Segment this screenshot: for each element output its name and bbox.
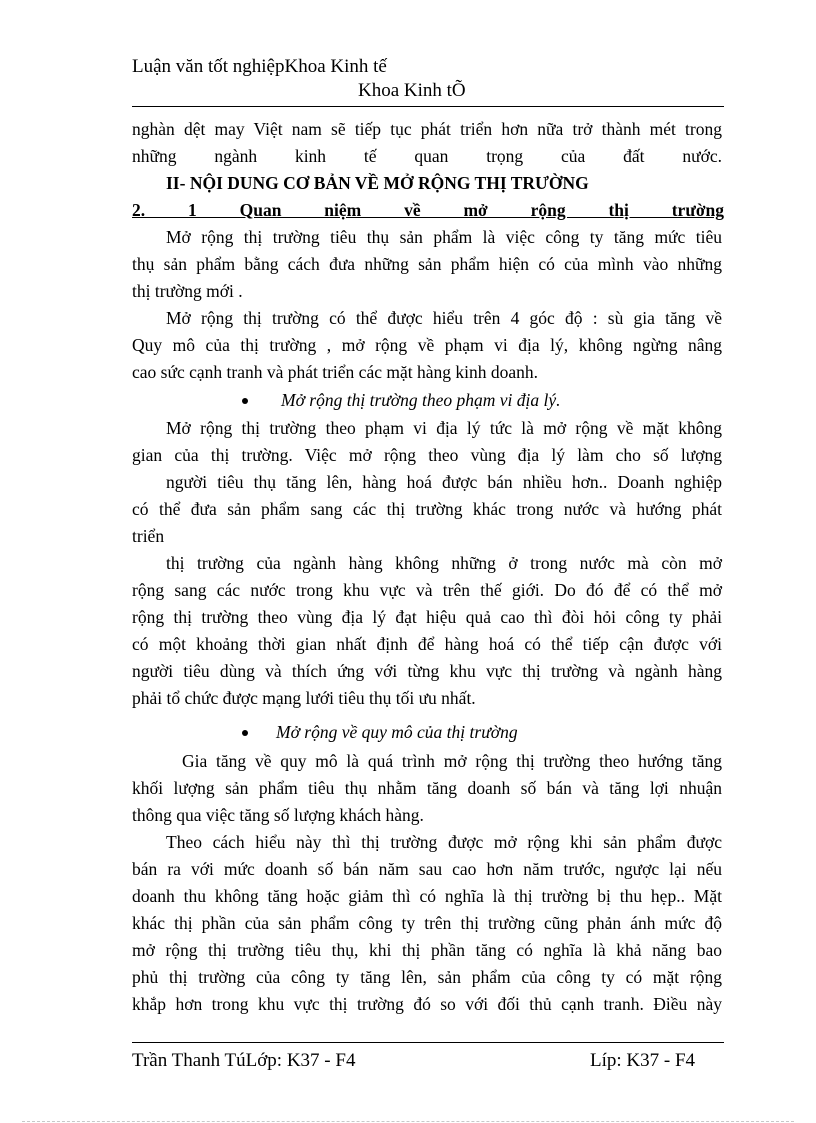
text-line: người tiêu thụ tăng lên, hàng hoá được bán nhiều hơn.. Doanh nghiệp <box>166 472 722 492</box>
text-line: Quy mô của thị trường , mở rộng về phạm vi địa lý, không ngừng nâng <box>132 335 722 355</box>
text-line: Mở rộng thị trường theo phạm vi địa lý tức là mở rộng về mặt không <box>166 418 722 438</box>
footer-rule <box>132 1042 724 1043</box>
text-line: thông qua việc tăng số lượng khách hàng. <box>132 805 424 825</box>
footer-right: Líp: K37 - F4 <box>590 1050 696 1071</box>
text-line: bán ra với mức doanh số bán năm sau cao hơn năm trước, ngược lại nếu <box>132 859 722 879</box>
header-rule <box>132 106 724 107</box>
text-line: thị trường của ngành hàng không những ở trong nước mà còn mở <box>166 553 722 573</box>
text-line: doanh thu không tăng hoặc giảm thì có nghĩa là thị trường bị thu hẹp.. Mặt <box>132 886 722 906</box>
text-line: Mở rộng thị trường có thể được hiểu trên 4 góc độ : sù gia tăng về <box>166 308 722 328</box>
bullet-icon <box>242 398 248 404</box>
text-line: rộng sang các nước trong khu vực và trên thế giới. Do đó để có thể mở <box>132 580 722 600</box>
footer-left: Trần Thanh TúLớp: K37 - F4 <box>132 1050 356 1071</box>
text-line: khắp hơn trong khu vực thị trường đó so với đối thủ cạnh tranh. Điều này <box>132 994 722 1014</box>
text-line: Gia tăng về quy mô là quá trình mở rộng thị trường theo hướng tăng <box>182 751 722 771</box>
text-line: Theo cách hiểu này thì thị trường được mở rộng khi sản phẩm được <box>166 832 722 852</box>
text-line: nghàn dệt may Việt nam sẽ tiếp tục phát triển hơn nữa trở thành mét trong <box>132 119 722 139</box>
text-line: cao sức cạnh tranh và phát triển các mặt hàng kinh doanh. <box>132 362 538 382</box>
text-line: khác thị phần của sản phẩm công ty trên thị trường cũng phản ánh mức độ <box>132 913 722 933</box>
text-line: mở rộng thị trường tiêu thụ, khi thị phần tăng có nghĩa là khả năng bao <box>132 940 722 960</box>
header-title: Luận văn tốt nghiệpKhoa Kinh tế <box>132 56 387 77</box>
bullet-icon <box>242 730 248 736</box>
text-line: khối lượng sản phẩm tiêu thụ nhằm tăng doanh số bán và tăng lợi nhuận <box>132 778 722 798</box>
subsection-heading: 2. 1 Quan niệm về mở rộng thị trường <box>132 200 724 220</box>
text-line: có một khoảng thời gian nhất định để hàng hoá có thể tiếp cận được với <box>132 634 722 654</box>
page-edge-divider <box>22 1121 794 1122</box>
bullet-item <box>0 721 816 743</box>
text-line: những ngành kinh tế quan trọng của đất nước. <box>132 146 722 166</box>
text-line: có thể đưa sản phẩm sang các thị trường khác trong nước và hướng phát <box>132 499 722 519</box>
bullet-text: Mở rộng thị trường theo phạm vi địa lý. <box>281 390 561 410</box>
text-line: Mở rộng thị trường tiêu thụ sản phẩm là việc công ty tăng mức tiêu <box>166 227 722 247</box>
text-line: người tiêu dùng và thích ứng với từng khu vực thị trường và ngành hàng <box>132 661 722 681</box>
text-line: thị trường mới . <box>132 281 243 301</box>
bullet-item <box>0 389 816 411</box>
text-line: phủ thị trường của công ty tăng lên, sản phẩm của công ty có mặt rộng <box>132 967 722 987</box>
section-heading: II- NỘI DUNG CƠ BẢN VỀ MỞ RỘNG THỊ TRƯỜNG <box>166 173 589 193</box>
text-line: triển <box>132 526 165 546</box>
text-line: gian của thị trường. Việc mở rộng theo vùng địa lý làm cho số lượng <box>132 445 722 465</box>
header-subtitle: Khoa Kinh tÕ <box>358 80 466 101</box>
text-line: phải tổ chức được mạng lưới tiêu thụ tối ưu nhất. <box>132 688 476 708</box>
text-line: thụ sản phẩm bằng cách đưa những sản phẩm hiện có của mình vào những <box>132 254 722 274</box>
bullet-text: Mở rộng về quy mô của thị trường <box>276 722 518 742</box>
text-line: rộng thị trường theo vùng địa lý đạt hiệu quả cao thì đòi hỏi công ty phải <box>132 607 722 627</box>
